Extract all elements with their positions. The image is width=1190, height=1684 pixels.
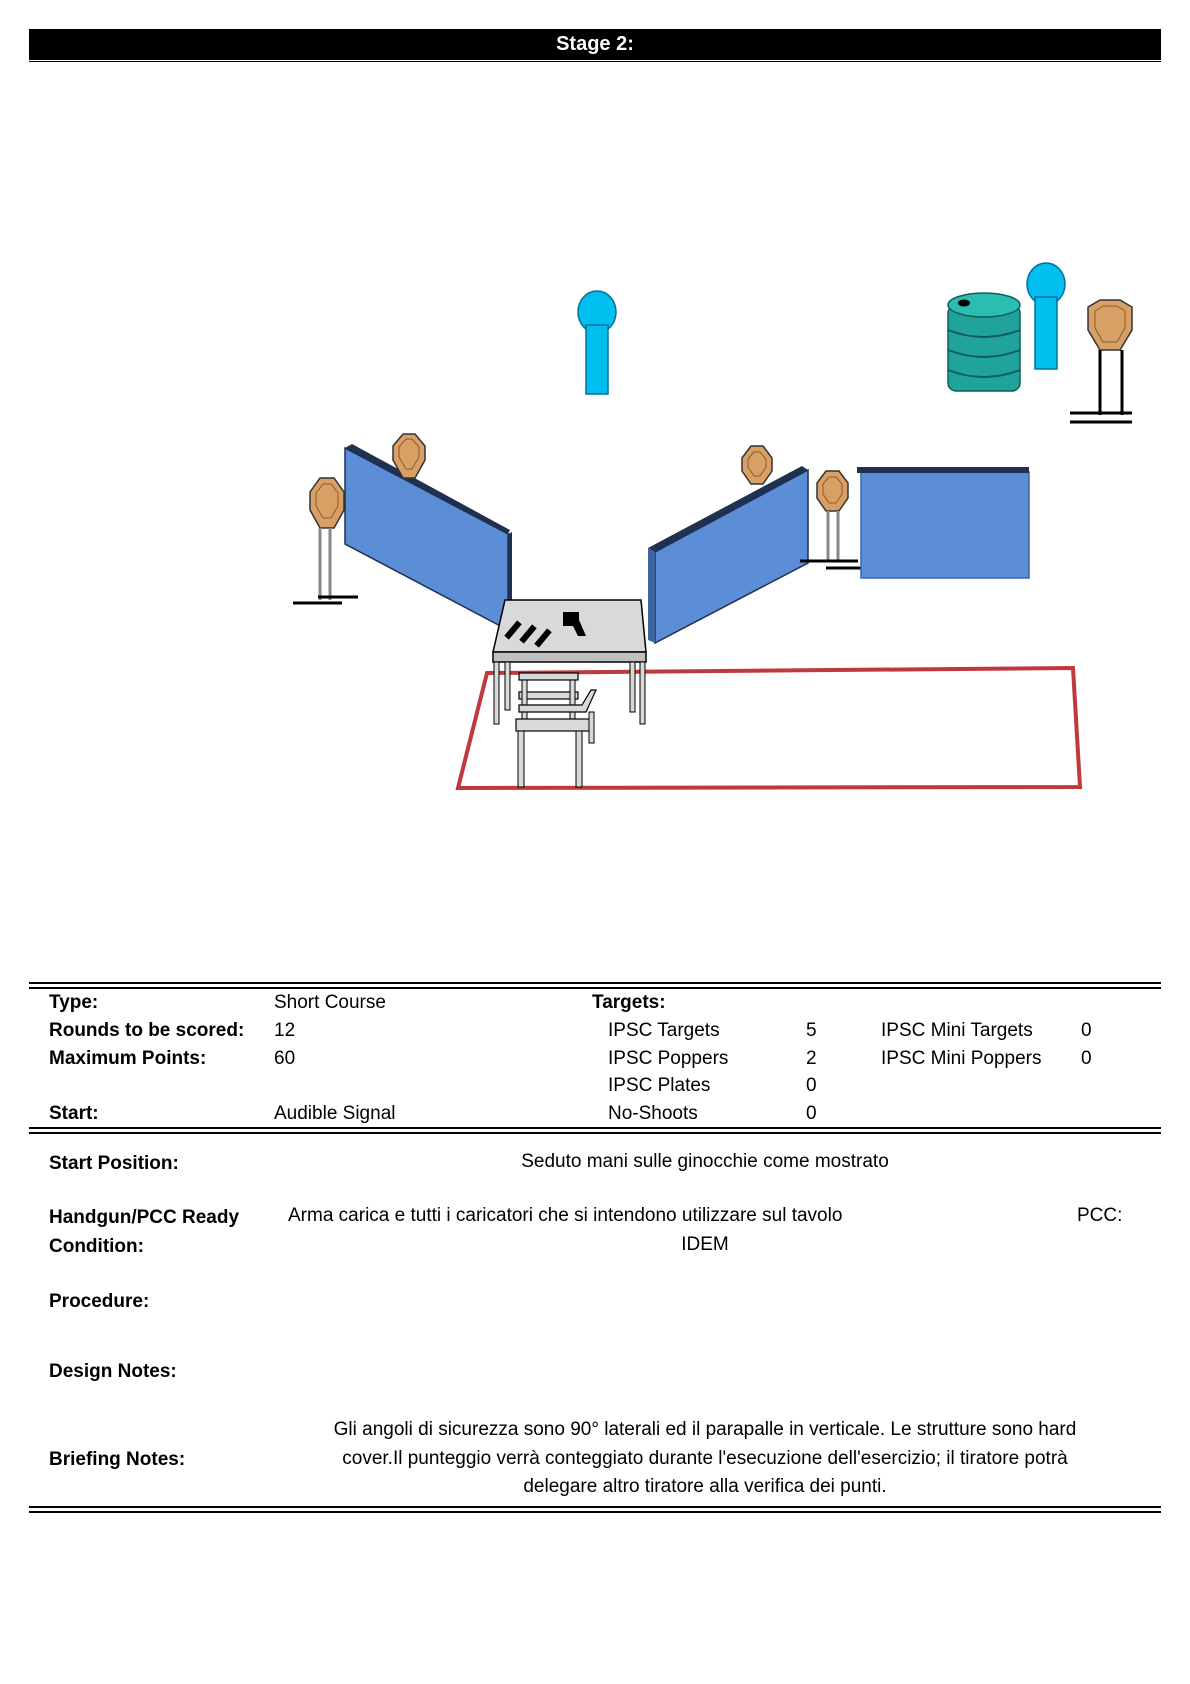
target-type: IPSC Mini Poppers	[881, 1048, 1042, 1069]
ready-condition-label: Condition:	[49, 1236, 144, 1257]
briefing-notes-line: Gli angoli di sicurezza sono 90° laterali ed il parapalle in verticale. Le strutture sono hard	[333, 1419, 1077, 1440]
table-top-rule	[29, 987, 1161, 989]
type-label: Type:	[49, 992, 99, 1013]
briefing-notes-label: Briefing Notes:	[49, 1449, 186, 1470]
briefing-notes-line: delegare altro tiratore alla verifica dei punti.	[523, 1476, 887, 1497]
ready-condition-pcc-value: IDEM	[681, 1234, 729, 1255]
max-points-label: Maximum Points:	[49, 1048, 207, 1069]
target-type: IPSC Poppers	[608, 1048, 729, 1069]
target-count: 0	[806, 1075, 817, 1096]
table-mid-rule	[29, 1132, 1161, 1134]
target-count: 0	[1081, 1048, 1092, 1069]
target-count: 0	[1081, 1020, 1092, 1041]
ready-condition-label: Handgun/PCC Ready	[49, 1207, 240, 1228]
target-type: No-Shoots	[608, 1103, 698, 1124]
start-value: Audible Signal	[274, 1103, 396, 1124]
rounds-label: Rounds to be scored:	[49, 1020, 245, 1041]
max-points-value: 60	[274, 1048, 296, 1069]
targets-label: Targets:	[592, 992, 666, 1013]
start-position-label: Start Position:	[49, 1153, 179, 1174]
barrel-icon	[948, 293, 1020, 391]
start-label: Start:	[49, 1103, 99, 1124]
popper-icon	[578, 291, 616, 394]
table-bottom-rule	[29, 1511, 1161, 1513]
table-mid-rule	[29, 1127, 1161, 1129]
target-count: 5	[806, 1020, 817, 1041]
rounds-value: 12	[274, 1020, 296, 1041]
wall-right	[857, 467, 1029, 578]
table-bottom-rule	[29, 1506, 1161, 1508]
stage-title: Stage 2:	[29, 29, 1161, 60]
target-count: 0	[806, 1103, 817, 1124]
target-type: IPSC Targets	[608, 1020, 720, 1041]
wall-center-right	[648, 466, 808, 643]
target-type: IPSC Mini Targets	[881, 1020, 1033, 1041]
target-type: IPSC Plates	[608, 1075, 711, 1096]
design-notes-label: Design Notes:	[49, 1361, 177, 1382]
ready-condition-value: Arma carica e tutti i caricatori che si intendono utilizzare sul tavolo	[288, 1205, 843, 1226]
briefing-notes-line: cover.Il punteggio verrà conteggiato durante l'esecuzione dell'esercizio; il tiratore potrà	[342, 1448, 1068, 1469]
start-position-value: Seduto mani sulle ginocchie come mostrato	[521, 1151, 889, 1172]
target-icon	[1070, 300, 1132, 422]
procedure-label: Procedure:	[49, 1291, 150, 1312]
ready-condition-pcc: PCC:	[1077, 1205, 1123, 1226]
wall-left	[345, 444, 512, 630]
table-top-rule	[29, 982, 1161, 984]
chair-icon	[516, 673, 596, 787]
target-count: 2	[806, 1048, 817, 1069]
popper-icon	[1027, 263, 1065, 369]
target-icon	[742, 446, 772, 484]
type-value: Short Course	[274, 992, 386, 1013]
